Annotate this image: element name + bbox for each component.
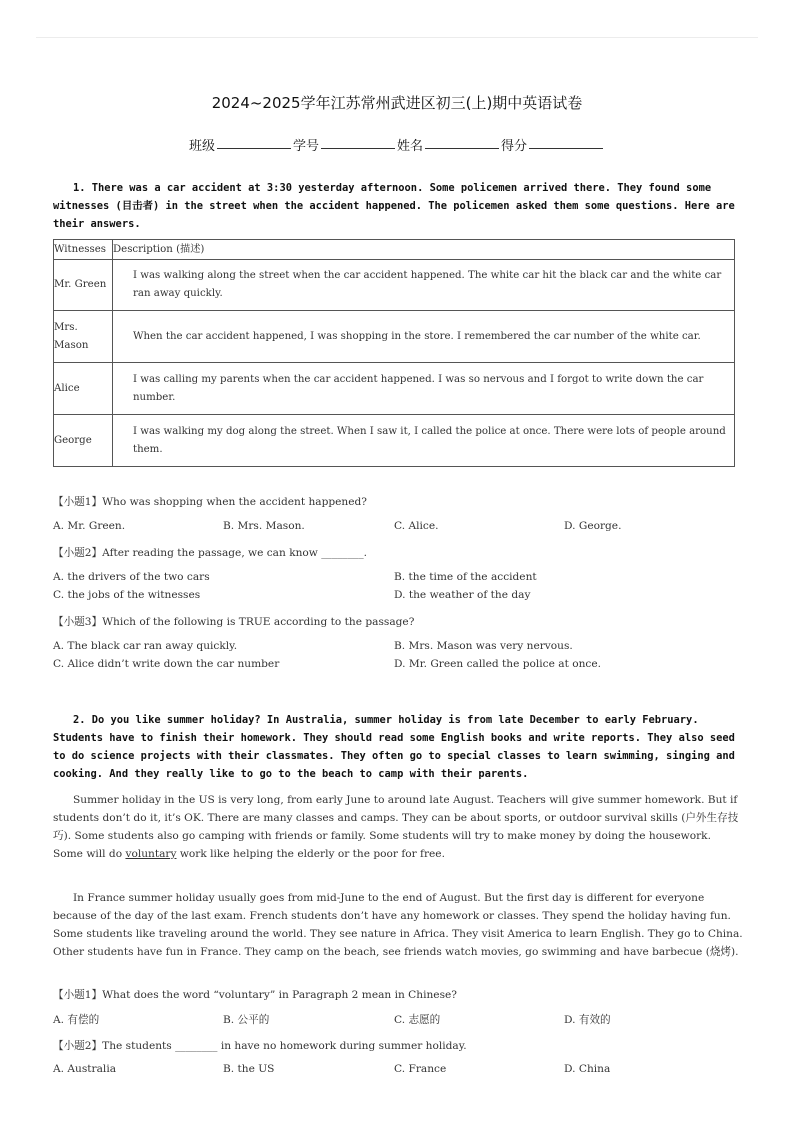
option-c[interactable]: C. the jobs of the witnesses <box>53 589 201 601</box>
question-label: 【小题2】 <box>53 1040 103 1052</box>
passage-paragraph: In France summer holiday usually goes from mid-June to the end of August. But the first day is different for everyone because of the day of the last exam. French students don’t have any homework or classes. They spend the holiday having fun. Some students like traveling around the world. They see nature in Africa. They visit America to learn English. They go to China. Other students have fun in France. They camp on the beach, see friends watch movies, go swimming and have barbecue (烧烤). <box>53 892 743 958</box>
paragraph-text: work like helping the elderly or the poor for free. <box>176 848 445 860</box>
table-header-cell: Witnesses <box>54 240 113 260</box>
witness-name: Mrs. Mason <box>54 311 113 363</box>
student-id-field-label: 学号 <box>292 139 319 154</box>
section1-intro: 1. There was a car accident at 3:30 yesterday afternoon. Some policemen arrived there. They found some witnesses (目击者) in the street when the accident happened. The policemen asked them some questions. Here are their answers. <box>53 182 735 230</box>
option-a[interactable]: A. Mr. Green. <box>53 520 126 532</box>
option-b[interactable]: B. the US <box>223 1063 275 1075</box>
option-a[interactable]: A. the drivers of the two cars <box>53 571 210 583</box>
question-text: Who was shopping when the accident happened? <box>102 496 367 508</box>
name-field-label: 姓名 <box>397 139 424 154</box>
question-stem <box>53 987 457 1002</box>
witness-name: Alice <box>54 363 113 415</box>
question-text: The students ________ in have no homework during summer holiday. <box>102 1040 467 1052</box>
option-c[interactable]: C. Alice. <box>394 520 439 532</box>
option-d[interactable]: D. George. <box>564 520 622 532</box>
question-text: What does the word “voluntary” in Paragraph 2 mean in Chinese? <box>102 989 457 1001</box>
page-title: 2024~2025学年江苏常州武进区初三(上)期中英语试卷 <box>211 94 583 112</box>
witness-name: Mr. Green <box>54 260 113 311</box>
question-label: 【小题1】 <box>53 989 103 1001</box>
class-field-label: 班级 <box>188 139 215 154</box>
table-header-cell: Description (描述) <box>113 240 735 260</box>
question-stem <box>53 1038 467 1053</box>
student-info-line <box>0 135 794 154</box>
question-text: Which of the following is TRUE according to the passage? <box>102 616 415 628</box>
top-divider <box>36 37 758 38</box>
class-blank[interactable] <box>217 135 291 149</box>
option-b[interactable]: B. Mrs. Mason. <box>223 520 305 532</box>
witness-description: When the car accident happened, I was shopping in the store. I remembered the car number of the white car. <box>133 330 701 342</box>
score-blank[interactable] <box>529 135 603 149</box>
option-b[interactable]: B. 公平的 <box>223 1014 270 1026</box>
student-id-blank[interactable] <box>321 135 395 149</box>
option-c[interactable]: C. 志愿的 <box>394 1014 441 1026</box>
option-a[interactable]: A. The black car ran away quickly. <box>53 640 238 652</box>
option-a[interactable]: A. 有偿的 <box>53 1014 100 1026</box>
underlined-word: voluntary <box>125 848 177 860</box>
option-c[interactable]: C. Alice didn’t write down the car number <box>53 658 280 670</box>
option-b[interactable]: B. Mrs. Mason was very nervous. <box>394 640 573 652</box>
table-row <box>54 311 735 363</box>
witness-table <box>53 239 735 467</box>
question-stem <box>53 494 367 509</box>
option-a[interactable]: A. Australia <box>53 1063 117 1075</box>
paragraph-text: Summer holiday in the US is very long, from early June to around late August. Teachers will give summer homework. But if students don’t do it, it’s OK. There are many classes and camps. They can be about sports, or outdoor survival skills (户外生存技巧). Some students also go camping with friends or family. Some students will try to make money by doing the housework. Some will do <box>53 794 739 860</box>
table-header-row <box>54 240 735 260</box>
score-field-label: 得分 <box>501 139 528 154</box>
option-c[interactable]: C. France <box>394 1063 447 1075</box>
question-text: After reading the passage, we can know ________. <box>102 547 367 559</box>
table-row <box>54 363 735 415</box>
name-blank[interactable] <box>425 135 499 149</box>
passage-paragraph <box>53 791 743 863</box>
witness-description: I was calling my parents when the car accident happened. I was so nervous and I forgot to write down the car number. <box>133 373 704 403</box>
question-stem <box>53 545 367 560</box>
option-b[interactable]: B. the time of the accident <box>394 571 537 583</box>
question-stem <box>53 614 414 629</box>
table-row <box>54 260 735 311</box>
witness-name: George <box>54 415 113 467</box>
option-d[interactable]: D. China <box>564 1063 611 1075</box>
option-d[interactable]: D. Mr. Green called the police at once. <box>394 658 601 670</box>
section2-intro: 2. Do you like summer holiday? In Australia, summer holiday is from late December to early February. Students have to finish their homework. They should read some English books and write reports. They also seed to do science projects with their classmates. They often go to special classes to learn swimming, singing and cooking. And they really like to go to the beach to camp with their parents. <box>53 714 735 780</box>
question-label: 【小题1】 <box>53 496 103 508</box>
question-label: 【小题3】 <box>53 616 103 628</box>
option-d[interactable]: D. the weather of the day <box>394 589 531 601</box>
witness-description: I was walking my dog along the street. When I saw it, I called the police at once. There were lots of people around them. <box>133 425 726 455</box>
option-d[interactable]: D. 有效的 <box>564 1014 611 1026</box>
question-label: 【小题2】 <box>53 547 103 559</box>
table-row <box>54 415 735 467</box>
witness-description: I was walking along the street when the car accident happened. The white car hit the black car and the white car ran away quickly. <box>133 270 722 299</box>
